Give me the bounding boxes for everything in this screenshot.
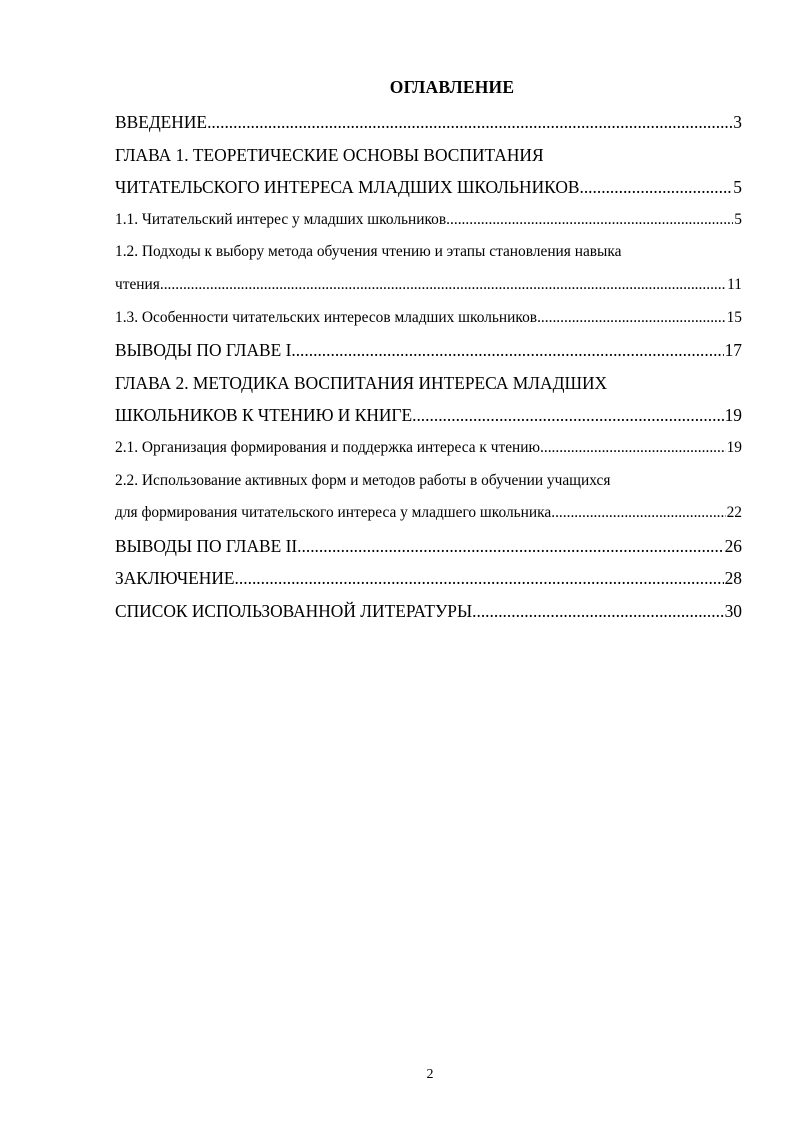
toc-entry xyxy=(115,435,742,468)
toc-leader-dots xyxy=(472,598,723,624)
toc-entry-text: чтения xyxy=(115,275,160,293)
toc-leader-dots xyxy=(551,500,725,526)
toc-entry xyxy=(115,305,742,338)
table-of-contents xyxy=(115,109,742,631)
toc-leader-dots xyxy=(446,207,733,233)
toc-entry xyxy=(115,109,742,142)
toc-page-number: 11 xyxy=(727,275,742,293)
toc-entry-text: ГЛАВА 2. МЕТОДИКА ВОСПИТАНИЯ ИНТЕРЕСА МЛАДШИХ xyxy=(115,372,608,393)
toc-entry xyxy=(115,468,742,501)
toc-leader-dots xyxy=(291,337,723,363)
toc-entry-text: ВВЕДЕНИЕ xyxy=(115,112,208,132)
toc-entry-text: ЗАКЛЮЧЕНИЕ xyxy=(115,568,235,589)
toc-entry xyxy=(115,598,742,631)
toc-entry-text: ВЫВОДЫ ПО ГЛАВЕ II xyxy=(115,535,298,556)
toc-entry xyxy=(115,370,742,403)
toc-entry xyxy=(115,337,742,370)
toc-entry xyxy=(115,272,742,305)
toc-entry-text: 1.3. Особенности читательских интересов младших школьников xyxy=(115,308,538,326)
toc-page-number: 5 xyxy=(733,177,742,198)
toc-leader-dots xyxy=(540,435,726,461)
toc-leader-dots xyxy=(579,174,732,200)
toc-entry xyxy=(115,239,742,272)
toc-entry xyxy=(115,565,742,598)
toc-page-number: 26 xyxy=(724,535,742,556)
toc-page-number: 19 xyxy=(724,405,742,426)
toc-leader-dots xyxy=(297,533,723,559)
toc-entry-text: 2.2. Использование активных форм и методов работы в обучении учащихся xyxy=(115,471,611,489)
toc-entry xyxy=(115,142,742,175)
toc-entry xyxy=(115,500,742,533)
toc-entry-text: СПИСОК ИСПОЛЬЗОВАННОЙ ЛИТЕРАТУРЫ xyxy=(115,600,473,621)
toc-entry-text: ВЫВОДЫ ПО ГЛАВЕ I xyxy=(115,340,292,361)
toc-title: ОГЛАВЛЕНИЕ xyxy=(389,77,515,97)
toc-page-number: 5 xyxy=(734,210,742,228)
toc-leader-dots xyxy=(537,305,726,331)
toc-entry-text: ГЛАВА 1. ТЕОРЕТИЧЕСКИЕ ОСНОВЫ ВОСПИТАНИЯ xyxy=(115,144,544,165)
toc-leader-dots xyxy=(412,402,724,428)
toc-page-number: 30 xyxy=(724,600,742,621)
toc-page-number: 15 xyxy=(726,308,742,326)
toc-entry xyxy=(115,174,742,207)
toc-entry xyxy=(115,402,742,435)
toc-page-number: 17 xyxy=(724,340,742,361)
toc-page-number: 19 xyxy=(726,438,742,456)
toc-leader-dots xyxy=(235,565,724,591)
toc-entry-text: для формирования читательского интереса у младшего школьника xyxy=(115,504,552,522)
toc-entry xyxy=(115,207,742,240)
toc-entry-text: ШКОЛЬНИКОВ К ЧТЕНИЮ И КНИГЕ xyxy=(115,405,413,426)
toc-leader-dots xyxy=(207,109,732,135)
page-number: 2 xyxy=(426,1067,434,1082)
toc-entry-text: ЧИТАТЕЛЬСКОГО ИНТЕРЕСА МЛАДШИХ ШКОЛЬНИКОВ xyxy=(115,177,580,198)
toc-page-number: 28 xyxy=(724,568,742,589)
toc-entry-text: 2.1. Организация формирования и поддержка интереса к чтению xyxy=(115,438,541,456)
toc-entry-text: 1.2. Подходы к выбору метода обучения чтению и этапы становления навыка xyxy=(115,243,622,261)
toc-entry-text: 1.1. Читательский интерес у младших школьников xyxy=(115,210,447,228)
toc-leader-dots xyxy=(160,272,726,298)
toc-entry xyxy=(115,533,742,566)
toc-page-number: 22 xyxy=(726,504,742,522)
toc-page-number: 3 xyxy=(733,112,742,132)
